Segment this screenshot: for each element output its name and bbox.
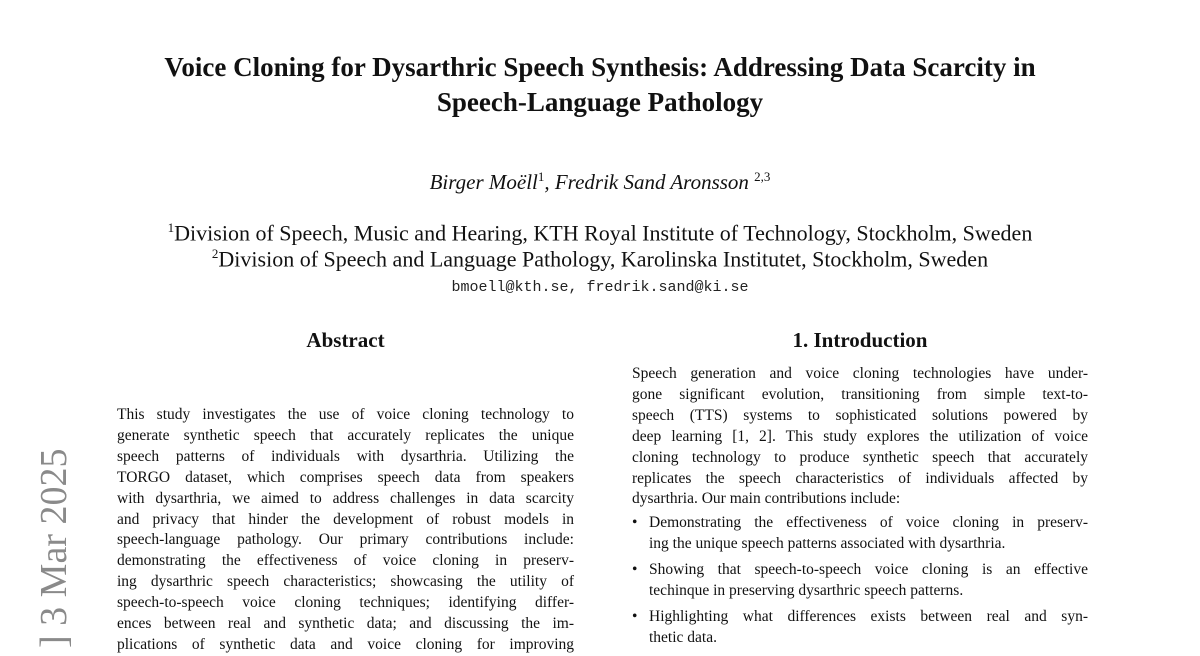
author-affiliation-mark: 2,3 — [754, 169, 771, 184]
abstract-line: speech-to-speech voice cloning techniques; identifying differ- — [117, 594, 574, 612]
list-item — [632, 513, 1088, 555]
intro-line: Speech generation and voice cloning technologies have under- — [632, 365, 1088, 382]
intro-line: deep learning [1, 2]. This study explores the utilization of voice — [632, 427, 1088, 445]
bullet-icon: • — [632, 560, 638, 578]
affiliation-2 — [0, 246, 1200, 272]
intro-line: replicates the speech characteristics of individuals affected by — [632, 469, 1088, 487]
affiliation-mark: 1 — [167, 220, 175, 235]
author-name: Fredrik Sand Aronsson — [554, 170, 755, 194]
affiliation-text: Division of Speech and Language Pathology, Karolinska Institutet, Stockholm, Sweden — [218, 246, 989, 272]
intro-line: dysarthria. Our main contributions include: — [632, 490, 901, 508]
affiliation-mark: 2 — [211, 246, 219, 261]
abstract-line: generate synthetic speech that accurately replicates the unique — [117, 426, 574, 444]
abstract-line: and privacy that hinder the development of robust models in — [117, 510, 574, 528]
author-name: Birger Moëll — [429, 170, 538, 194]
list-item-line: Showing that speech-to-speech voice cloning is an effective — [649, 560, 1088, 578]
intro-line: speech (TTS) systems to sophisticated solutions powered by — [632, 406, 1088, 424]
abstract-line: with dysarthria, we aimed to address challenges in data scarcity — [117, 489, 574, 507]
abstract-body — [117, 405, 574, 656]
title-line-1: Voice Cloning for Dysarthric Speech Synthesis: Addressing Data Scarcity in — [164, 52, 1036, 82]
list-item-line: Demonstrating the effectiveness of voice cloning in preserv- — [649, 514, 1088, 531]
list-item — [632, 607, 1088, 649]
abstract-line: ing dysarthric speech characteristics; showcasing the utility of — [117, 573, 574, 591]
author-affiliation-mark: 1 — [537, 169, 545, 184]
abstract-line: This study investigates the use of voice cloning technology to — [117, 406, 574, 423]
list-item-line: techinque in preserving dysarthric speech patterns. — [649, 581, 964, 599]
bullet-icon: • — [632, 607, 638, 625]
list-item-line: ing the unique speech patterns associated with dysarthria. — [649, 534, 1006, 552]
bullet-icon: • — [632, 514, 638, 531]
title-line-2: Speech-Language Pathology — [436, 87, 764, 117]
intro-line: gone significant evolution, transitioning from simple text-to- — [632, 385, 1088, 403]
intro-line: cloning technology to produce synthetic speech that accurately — [632, 448, 1088, 466]
abstract-heading: Abstract — [306, 328, 385, 352]
affiliation-text: Division of Speech, Music and Hearing, KTH Royal Institute of Technology, Stockholm, Sweden — [174, 220, 1033, 246]
abstract-line: plications of synthetic data and voice cloning for improving — [117, 635, 574, 653]
introduction-heading: 1. Introduction — [792, 328, 928, 352]
list-item-line: Highlighting what differences exists between real and syn- — [649, 607, 1088, 625]
list-item-line: thetic data. — [649, 628, 717, 646]
author-emails: bmoell@kth.se, fredrik.sand@ki.se — [451, 279, 749, 296]
list-item — [632, 560, 1088, 602]
affiliation-1 — [0, 220, 1200, 246]
abstract-line: TORGO dataset, which comprises speech data from speakers — [117, 468, 574, 486]
arxiv-stamp: ] 3 Mar 2025 — [33, 448, 75, 648]
introduction-body — [632, 364, 1088, 510]
abstract-line: ences between real and synthetic data; and discussing the im- — [117, 615, 574, 633]
abstract-line: demonstrating the effectiveness of voice cloning in preserv- — [117, 552, 574, 570]
author-separator: , — [544, 170, 555, 194]
contributions-list — [632, 513, 1088, 653]
paper-title — [100, 50, 1100, 120]
author-list — [0, 169, 1200, 195]
abstract-line: speech-language pathology. Our primary contributions include: — [117, 531, 574, 549]
abstract-line: speech patterns of individuals with dysarthria. Utilizing the — [117, 447, 574, 465]
